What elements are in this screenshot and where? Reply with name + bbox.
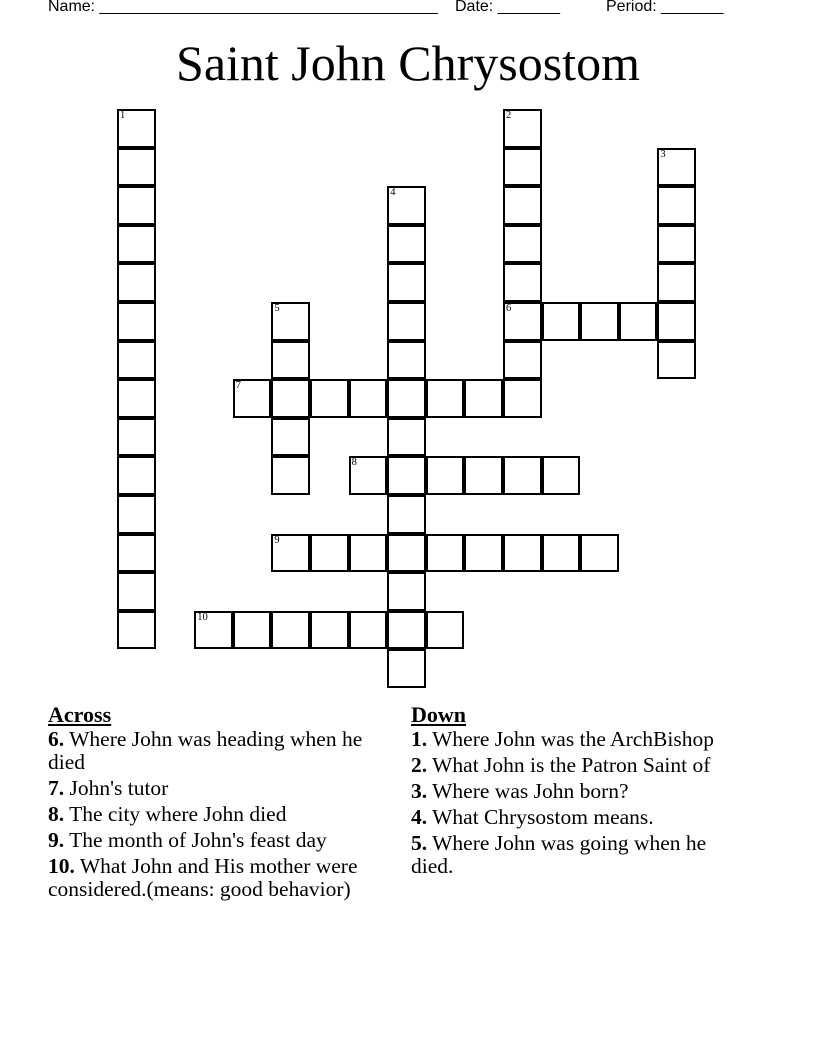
grid-cell[interactable] xyxy=(117,418,156,457)
clue-number: 7 xyxy=(235,380,242,392)
grid-cell[interactable] xyxy=(233,611,272,650)
grid-cell[interactable] xyxy=(503,225,542,264)
grid-cell[interactable] xyxy=(271,611,310,650)
grid-cell[interactable] xyxy=(426,379,465,418)
grid-cell[interactable] xyxy=(117,341,156,380)
clue-number: 5 xyxy=(274,303,280,314)
grid-cell[interactable] xyxy=(387,341,426,380)
across-clue-9: 9. The month of John's feast day xyxy=(48,828,327,852)
down-clues xyxy=(411,703,731,881)
across-heading: Across xyxy=(48,702,112,727)
grid-cell[interactable] xyxy=(271,302,310,341)
grid-cell[interactable] xyxy=(619,302,658,341)
grid-cell[interactable] xyxy=(542,456,581,495)
grid-cell[interactable] xyxy=(194,611,233,650)
grid-cell[interactable] xyxy=(310,534,349,573)
grid-cell[interactable] xyxy=(464,379,503,418)
grid-cell[interactable] xyxy=(580,534,619,573)
grid-cell[interactable] xyxy=(542,534,581,573)
clue-number: 2 xyxy=(506,110,512,121)
grid-cell[interactable] xyxy=(387,263,426,302)
date-field: Date: _______ xyxy=(455,0,560,15)
grid-cell[interactable] xyxy=(117,109,156,148)
across-clues xyxy=(48,703,388,904)
grid-cell[interactable] xyxy=(387,456,426,495)
clue-number: 1 xyxy=(120,110,126,121)
grid-cell[interactable] xyxy=(387,225,426,264)
puzzle-title: Saint John Chrysostom xyxy=(176,35,640,91)
grid-cell[interactable] xyxy=(349,534,388,573)
grid-cell[interactable] xyxy=(503,534,542,573)
down-clue-1: 1. Where John was the ArchBishop xyxy=(411,727,714,751)
grid-cell[interactable] xyxy=(387,534,426,573)
grid-cell[interactable] xyxy=(310,611,349,650)
grid-cell[interactable] xyxy=(117,186,156,225)
grid-cell[interactable] xyxy=(387,611,426,650)
grid-cell[interactable] xyxy=(117,572,156,611)
across-clue-6: 6. Where John was heading when he died xyxy=(48,727,363,774)
clue-number: 10 xyxy=(197,611,208,623)
grid-cell[interactable] xyxy=(503,263,542,302)
grid-cell[interactable] xyxy=(117,495,156,534)
grid-cell[interactable] xyxy=(349,611,388,650)
grid-cell[interactable] xyxy=(117,302,156,341)
name-field: Name: ______________________________________ xyxy=(48,0,438,15)
down-heading: Down xyxy=(411,702,467,727)
grid-cell[interactable] xyxy=(271,456,310,495)
grid-cell[interactable] xyxy=(657,263,696,302)
across-clue-10: 10. What John and His mother were considered.(means: good behavior) xyxy=(48,854,358,901)
grid-cell[interactable] xyxy=(117,263,156,302)
grid-cell[interactable] xyxy=(657,186,696,225)
grid-cell[interactable] xyxy=(657,225,696,264)
across-clue-7: 7. John's tutor xyxy=(48,776,169,800)
grid-cell[interactable] xyxy=(503,109,542,148)
grid-cell[interactable] xyxy=(503,302,542,341)
clue-number: 4 xyxy=(390,187,396,199)
grid-cell[interactable] xyxy=(117,456,156,495)
grid-cell[interactable] xyxy=(657,302,696,341)
grid-cell[interactable] xyxy=(464,456,503,495)
clue-number: 6 xyxy=(506,303,512,314)
grid-cell[interactable] xyxy=(657,341,696,380)
clue-number: 8 xyxy=(351,457,357,469)
grid-cell[interactable] xyxy=(426,456,465,495)
clue-number: 9 xyxy=(274,534,280,546)
grid-cell[interactable] xyxy=(387,302,426,341)
grid-cell[interactable] xyxy=(117,611,156,650)
grid-cell[interactable] xyxy=(387,649,426,688)
clue-number: 3 xyxy=(660,148,666,160)
grid-cell[interactable] xyxy=(117,225,156,264)
down-clue-5: 5. Where John was going when he died. xyxy=(411,831,707,878)
grid-cell[interactable] xyxy=(464,534,503,573)
grid-cell[interactable] xyxy=(271,534,310,573)
grid-cell[interactable] xyxy=(503,148,542,187)
grid-cell[interactable] xyxy=(117,534,156,573)
grid-cell[interactable] xyxy=(387,379,426,418)
grid-cell[interactable] xyxy=(271,418,310,457)
grid-cell[interactable] xyxy=(233,379,272,418)
grid-cell[interactable] xyxy=(387,186,426,225)
grid-cell[interactable] xyxy=(657,148,696,187)
grid-cell[interactable] xyxy=(310,379,349,418)
grid-cell[interactable] xyxy=(426,534,465,573)
grid-cell[interactable] xyxy=(542,302,581,341)
grid-cell[interactable] xyxy=(426,611,465,650)
grid-cell[interactable] xyxy=(271,379,310,418)
grid-cell[interactable] xyxy=(503,379,542,418)
grid-cell[interactable] xyxy=(271,341,310,380)
grid-cell[interactable] xyxy=(117,148,156,187)
grid-cell[interactable] xyxy=(580,302,619,341)
grid-cell[interactable] xyxy=(503,341,542,380)
grid-cell[interactable] xyxy=(387,418,426,457)
down-clue-4: 4. What Chrysostom means. xyxy=(411,805,654,829)
period-field: Period: _______ xyxy=(606,0,724,15)
grid-cell[interactable] xyxy=(503,186,542,225)
down-clue-3: 3. Where was John born? xyxy=(411,779,629,803)
grid-cell[interactable] xyxy=(503,456,542,495)
down-clue-2: 2. What John is the Patron Saint of xyxy=(411,753,711,777)
across-clue-8: 8. The city where John died xyxy=(48,802,287,826)
grid-cell[interactable] xyxy=(387,572,426,611)
grid-cell[interactable] xyxy=(387,495,426,534)
grid-cell[interactable] xyxy=(349,456,388,495)
grid-cell[interactable] xyxy=(117,379,156,418)
grid-cell[interactable] xyxy=(349,379,388,418)
